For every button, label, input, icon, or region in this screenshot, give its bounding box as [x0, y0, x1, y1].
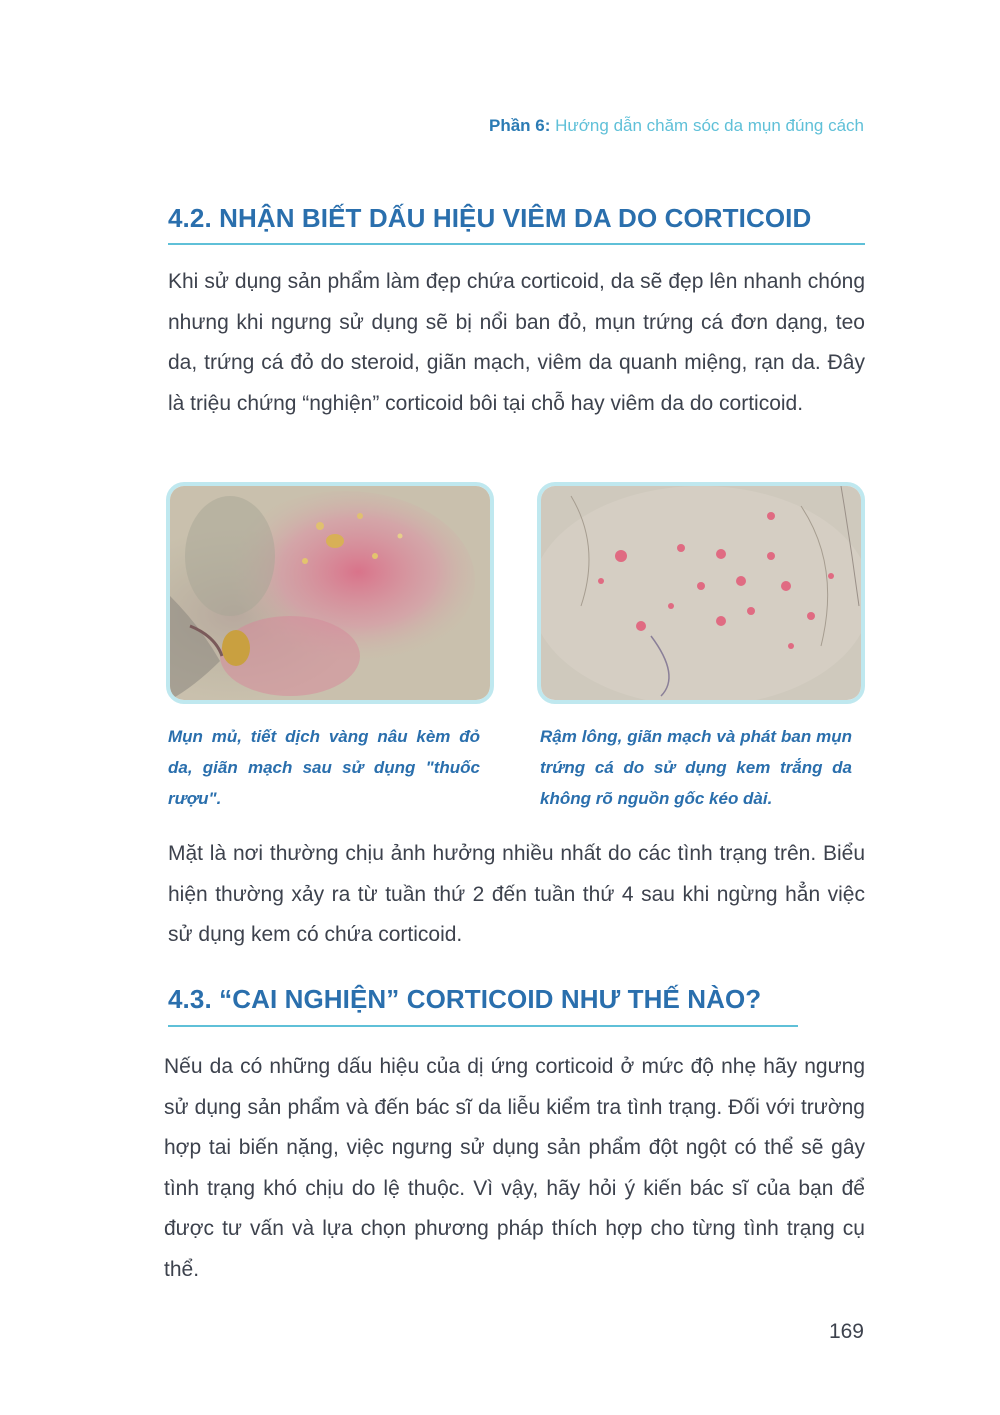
- figure-hirsutism-rash-photo: [537, 482, 865, 704]
- part-label: Phần 6:: [488, 116, 551, 135]
- intro-paragraph: Khi sử dụng sản phẩm làm đẹp chứa corticoid, da sẽ đẹp lên nhanh chóng nhưng khi ngưng sử dụng sẽ bị nổi ban đỏ, mụn trứng cá đơn dạng, teo da, trứng cá đỏ do steroid, giãn mạch, viêm da quanh miệng, rạn da. Đây là triệu chứng “nghiện” corticoid bôi tại chỗ hay viêm da do corticoid.: [168, 270, 865, 415]
- figure-caption-1: Mụn mủ, tiết dịch vàng nâu kèm đỏ da, giãn mạch sau sử dụng "thuốc rượu".: [168, 727, 480, 808]
- section-heading-4-2: 4.2. NHẬN BIẾT DẤU HIỆU VIÊM DA DO CORTICOID: [168, 203, 812, 233]
- withdrawal-paragraph: Nếu da có những dấu hiệu của dị ứng corticoid ở mức độ nhẹ hãy ngưng sử dụng sản phẩm và đến bác sĩ da liễu kiểm tra tình trạng. Đối với trường hợp tai biến nặng, việc ngưng sử dụng sản phẩm đột ngột có thể sẽ gây tình trạng khó chịu do lệ thuộc. Vì vậy, hãy hỏi ý kiến bác sĩ của bạn để được tư vấn và lựa chọn phương pháp thích hợp cho từng tình trạng cụ thể.: [164, 1055, 865, 1281]
- figure-caption-2: Rậm lông, giãn mạch và phát ban mụn trứng cá do sử dụng kem trắng da không rõ nguồn gốc kéo dài.: [540, 727, 852, 808]
- page-number: 169: [828, 1320, 864, 1343]
- section-heading-4-3: 4.3. “CAI NGHIỆN” CORTICOID NHƯ THẾ NÀO?: [168, 984, 762, 1014]
- heading-underline: [168, 1025, 798, 1027]
- face-impact-paragraph: Mặt là nơi thường chịu ảnh hưởng nhiều nhất do các tình trạng trên. Biểu hiện thường xảy ra từ tuần thứ 2 đến tuần thứ 4 sau khi ngừng hẳn việc sử dụng kem có chứa corticoid.: [168, 842, 865, 946]
- running-header: [489, 116, 864, 136]
- heading-underline: [168, 243, 865, 245]
- figure-face-pustules-photo: [166, 482, 494, 704]
- part-title: Hướng dẫn chăm sóc da mụn đúng cách: [555, 116, 864, 135]
